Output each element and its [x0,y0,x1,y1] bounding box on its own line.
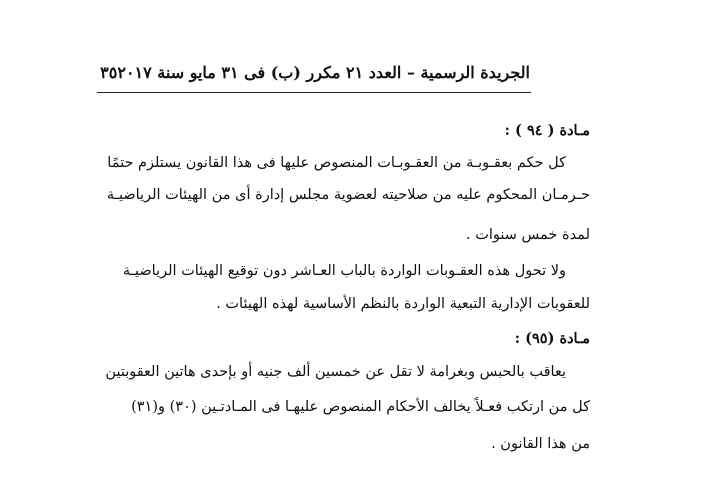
header-divider [97,92,531,93]
article-94-heading: مـادة ( ٩٤ ) : [504,122,590,139]
article-94-line-4: ولا تحول هذه العقـوبات الواردة بالباب العـاشر دون توقيع الهيئات الرياضيـة [122,263,566,279]
article-95-line-2: كل من ارتكب فعـلاً يخالف الأحكام المنصوص عليهـا فى المـادتـين (٣٠) و(٣١) [131,399,590,415]
article-94-line-5: للعقوبات الإدارية التبعية الواردة بالنظم الأساسية لهذه الهيئات . [216,296,590,312]
page-number: ٣٥ [100,62,118,82]
article-95-heading: مـادة (٩٥) : [514,330,590,347]
article-94-line-3: لمدة خمس سنوات . [466,227,590,243]
article-94-line-2: حـرمـان المحكوم عليه من صلاحيته لعضوية مجلس إدارة أى من الهيئات الرياضيـة [106,187,590,203]
article-95-line-3: من هذا القانون . [491,436,590,452]
article-94-line-1: كل حكم بعقـوبـة من العقـوبـات المنصوص عليها فى هذا القانون يستلزم حتمًا [107,155,566,171]
article-95-line-1: يعاقب بالحبس وبغرامة لا تقل عن خمسين ألف جنيه أو بإحدى هاتين العقوبتين [105,364,566,380]
page-header [100,57,530,87]
header-title: الجريدة الرسمية – العدد ٢١ مكرر (ب) فى ٣١ مايو سنة ٢٠١٧ [117,62,530,82]
